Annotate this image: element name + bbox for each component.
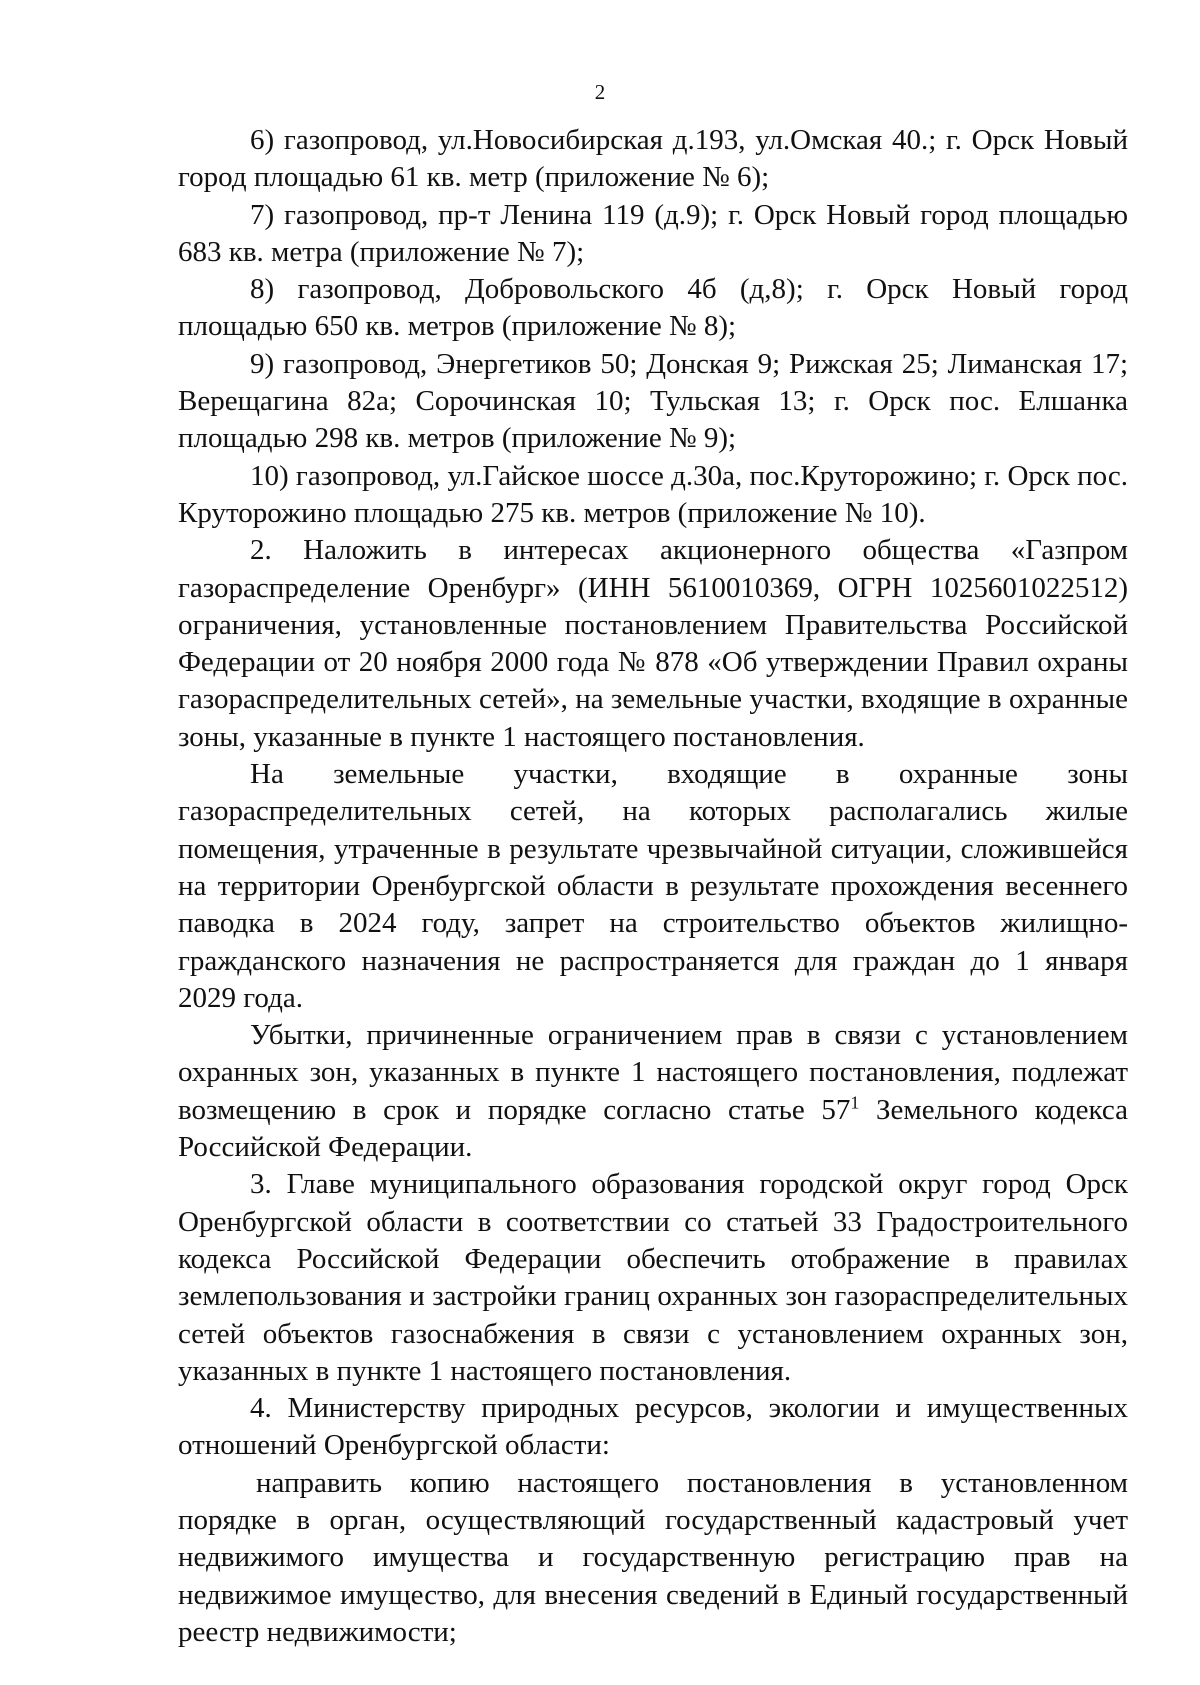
clause-4-send-copy: направить копию настоящего постановления в установленном порядке в орган, осуществляющий государственный кадастровый учет недвижимого имущества и государственную регистрацию прав на недвижимое имущество, для внесения сведений в Единый государственный реестр недвижимости; xyxy=(178,1466,1128,1648)
losses-text-start: Убытки, причиненные ограничением прав в связи с установлением охранных зон, указанных в пункте 1 настоящего постановления, подлежат возмещению в срок и порядке согласно статье 57 xyxy=(178,1019,1128,1126)
page-number: 2 xyxy=(594,80,606,104)
clause-2-restrictions: 2. Наложить в интересах акционерного общества «Газпром газораспределение Оренбург» (ИНН 5610010369, ОГРН 1025601022512) ограничения, установленные постановлением Правительства Российской Федерации от 20 ноября 2000 года № 878 «Об утверждении Правил охраны газораспределительных сетей», на земельные участки, входящие в охранные зоны, указанные в пункте 1 настоящего постановления. xyxy=(178,534,1128,753)
clause-3-municipal-head: 3. Главе муниципального образования городской округ город Орск Оренбургской области в соответствии со статьей 33 Градостроительного кодекса Российской Федерации обеспечить отображение в правилах землепользования и застройки границ охранных зон газораспределительных сетей объектов газоснабжения в связи с установлением охранных зон, указанных в пункте 1 настоящего постановления. xyxy=(178,1168,1128,1387)
article-superscript: 1 xyxy=(850,1092,860,1113)
item-6-gas-pipeline: 6) газопровод, ул.Новосибирская д.193, ул.Омская 40.; г. Орск Новый город площадью 61 кв. метр (приложение № 6); xyxy=(178,124,1128,194)
item-9-gas-pipeline: 9) газопровод, Энергетиков 50; Донская 9; Рижская 25; Лиманская 17; Верещагина 82а; Сорочинская 10; Тульская 13; г. Орск пос. Елшанка площадью 298 кв. метров (приложение № 9); xyxy=(178,347,1128,455)
clause-2-flood-exception: На земельные участки, входящие в охранные зоны газораспределительных сетей, на которых располагались жилые помещения, утраченные в результате чрезвычайной ситуации, сложившейся на территории Оренбургской области в результате прохождения весеннего паводка в 2024 году, запрет на строительство объектов жилищно-гражданского назначения не распространяется для граждан до 1 января 2029 года. xyxy=(178,758,1128,1014)
document-body xyxy=(178,122,1128,1651)
losses-text-end: Земельного кодекса Российской Федерации. xyxy=(178,1093,1129,1164)
item-8-gas-pipeline: 8) газопровод, Добровольского 4б (д,8); г. Орск Новый город площадью 650 кв. метров (приложение № 8); xyxy=(178,273,1128,343)
clause-2-losses-compensation xyxy=(178,1017,1128,1166)
item-10-gas-pipeline: 10) газопровод, ул.Гайское шоссе д.30а, пос.Круторожино; г. Орск пос. Круторожино площадью 275 кв. метров (приложение № 10). xyxy=(178,459,1128,529)
item-7-gas-pipeline: 7) газопровод, пр-т Ленина 119 (д.9); г. Орск Новый город площадью 683 кв. метра (приложение № 7); xyxy=(178,198,1128,268)
clause-4-ministry: 4. Министерству природных ресурсов, экологии и имущественных отношений Оренбургской области: xyxy=(178,1392,1128,1462)
